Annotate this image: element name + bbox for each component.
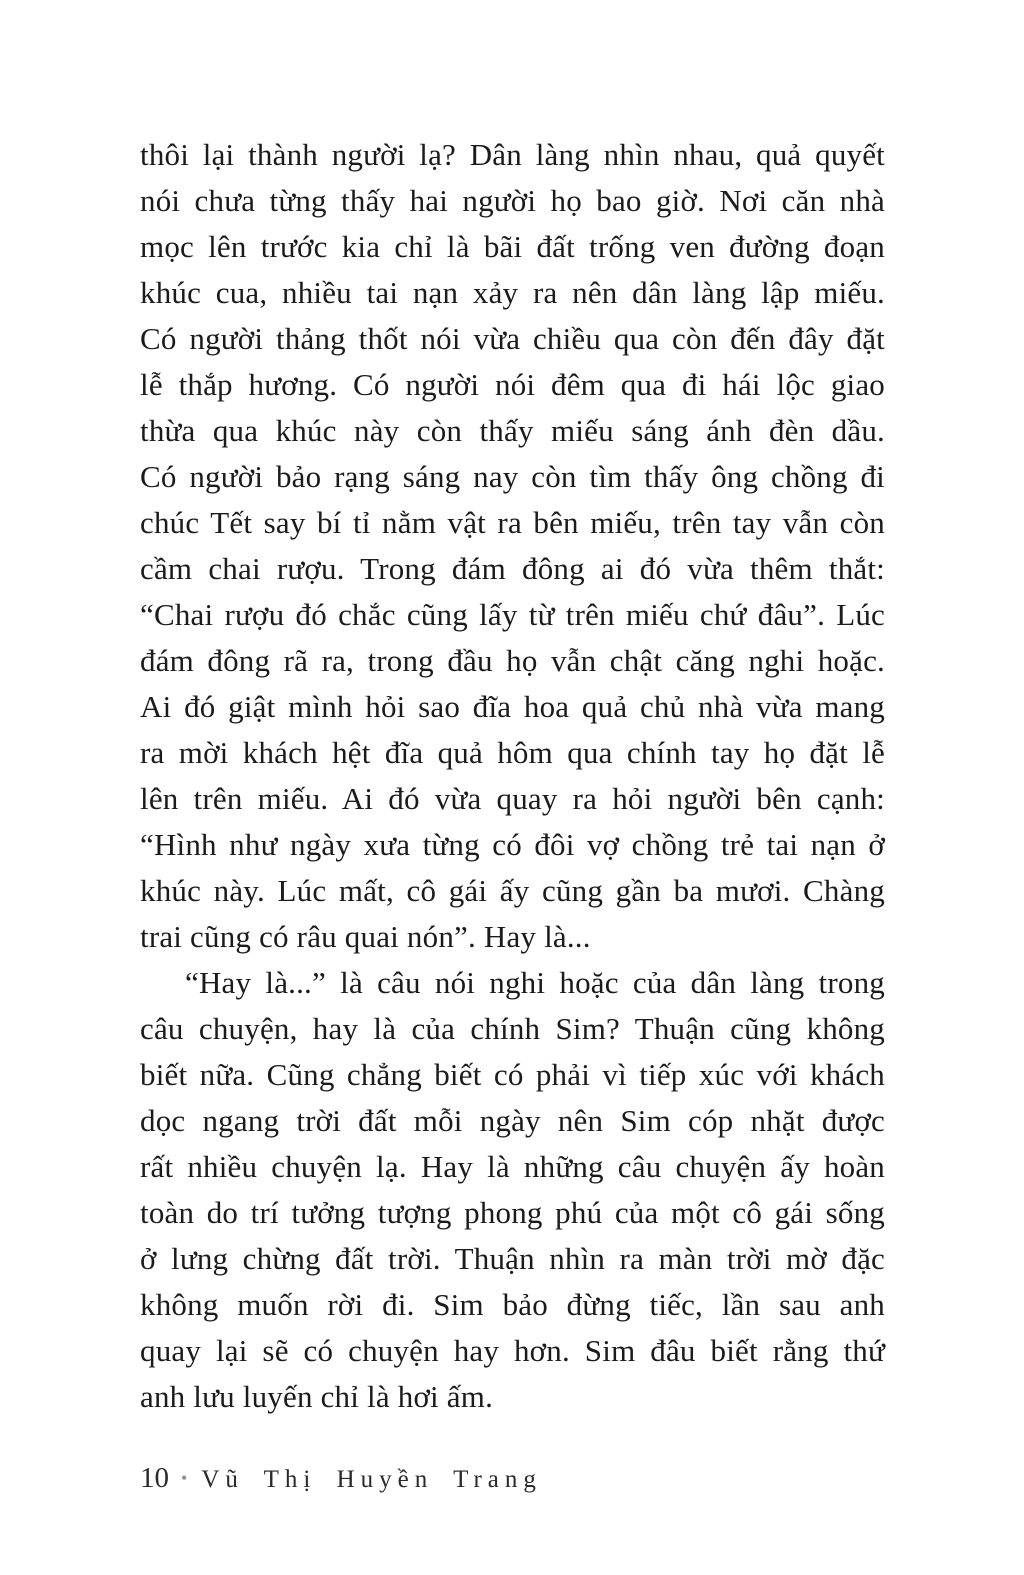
text-line: Ai đó giật mình hỏi sao đĩa hoa quả chủ nhà vừa mang bbox=[140, 689, 885, 724]
text-line: dọc ngang trời đất mỗi ngày nên Sim cóp nhặt được bbox=[140, 1103, 885, 1138]
text-line: “Hay là...” là câu nói nghi hoặc của dân làng trong bbox=[185, 965, 885, 1000]
text-block bbox=[140, 132, 885, 1420]
page-footer bbox=[140, 1462, 885, 1495]
text-line: toàn do trí tưởng tượng phong phú của một cô gái sống bbox=[140, 1195, 885, 1230]
text-line: ở lưng chừng đất trời. Thuận nhìn ra màn trời mờ đặc bbox=[140, 1241, 885, 1276]
text-line: thừa qua khúc này còn thấy miếu sáng ánh đèn dầu. bbox=[140, 413, 885, 448]
dot-separator-icon: • bbox=[181, 1468, 188, 1488]
text-line: đám đông rã ra, trong đầu họ vẫn chật căng nghi hoặc. bbox=[140, 643, 885, 678]
text-line: lên trên miếu. Ai đó vừa quay ra hỏi người bên cạnh: bbox=[140, 781, 885, 816]
paragraph bbox=[140, 960, 885, 1420]
text-line: trai cũng có râu quai nón”. Hay là... bbox=[140, 919, 591, 954]
text-line: biết nữa. Cũng chẳng biết có phải vì tiếp xúc với khách bbox=[140, 1057, 885, 1092]
text-line: quay lại sẽ có chuyện hay hơn. Sim đâu biết rằng thứ bbox=[140, 1333, 885, 1368]
paragraph bbox=[140, 132, 885, 960]
text-line: “Hình như ngày xưa từng có đôi vợ chồng trẻ tai nạn ở bbox=[140, 827, 885, 862]
text-line: cầm chai rượu. Trong đám đông ai đó vừa thêm thắt: bbox=[140, 551, 885, 586]
text-line: Có người thảng thốt nói vừa chiều qua còn đến đây đặt bbox=[140, 321, 885, 356]
text-line: anh lưu luyến chỉ là hơi ấm. bbox=[140, 1379, 494, 1414]
text-line: câu chuyện, hay là của chính Sim? Thuận cũng không bbox=[140, 1011, 885, 1046]
author-name: Vũ Thị Huyền Trang bbox=[201, 1466, 542, 1493]
text-line: khúc cua, nhiều tai nạn xảy ra nên dân làng lập miếu. bbox=[140, 275, 885, 310]
text-line: ra mời khách hệt đĩa quả hôm qua chính tay họ đặt lễ bbox=[140, 735, 885, 770]
text-line: Có người bảo rạng sáng nay còn tìm thấy ông chồng đi bbox=[140, 459, 885, 494]
text-line: không muốn rời đi. Sim bảo đừng tiếc, lần sau anh bbox=[140, 1287, 885, 1322]
page-number: 10 bbox=[140, 1462, 169, 1494]
text-line: thôi lại thành người lạ? Dân làng nhìn nhau, quả quyết bbox=[140, 137, 885, 172]
text-line: chúc Tết say bí tỉ nằm vật ra bên miếu, trên tay vẫn còn bbox=[140, 505, 885, 540]
text-line: lễ thắp hương. Có người nói đêm qua đi hái lộc giao bbox=[140, 367, 885, 402]
text-line: “Chai rượu đó chắc cũng lấy từ trên miếu chứ đâu”. Lúc bbox=[140, 597, 885, 632]
text-line: mọc lên trước kia chỉ là bãi đất trống ven đường đoạn bbox=[140, 229, 885, 264]
text-line: nói chưa từng thấy hai người họ bao giờ. Nơi căn nhà bbox=[140, 183, 885, 218]
text-line: rất nhiều chuyện lạ. Hay là những câu chuyện ấy hoàn bbox=[140, 1149, 885, 1184]
text-line: khúc này. Lúc mất, cô gái ấy cũng gần ba mươi. Chàng bbox=[140, 873, 885, 908]
